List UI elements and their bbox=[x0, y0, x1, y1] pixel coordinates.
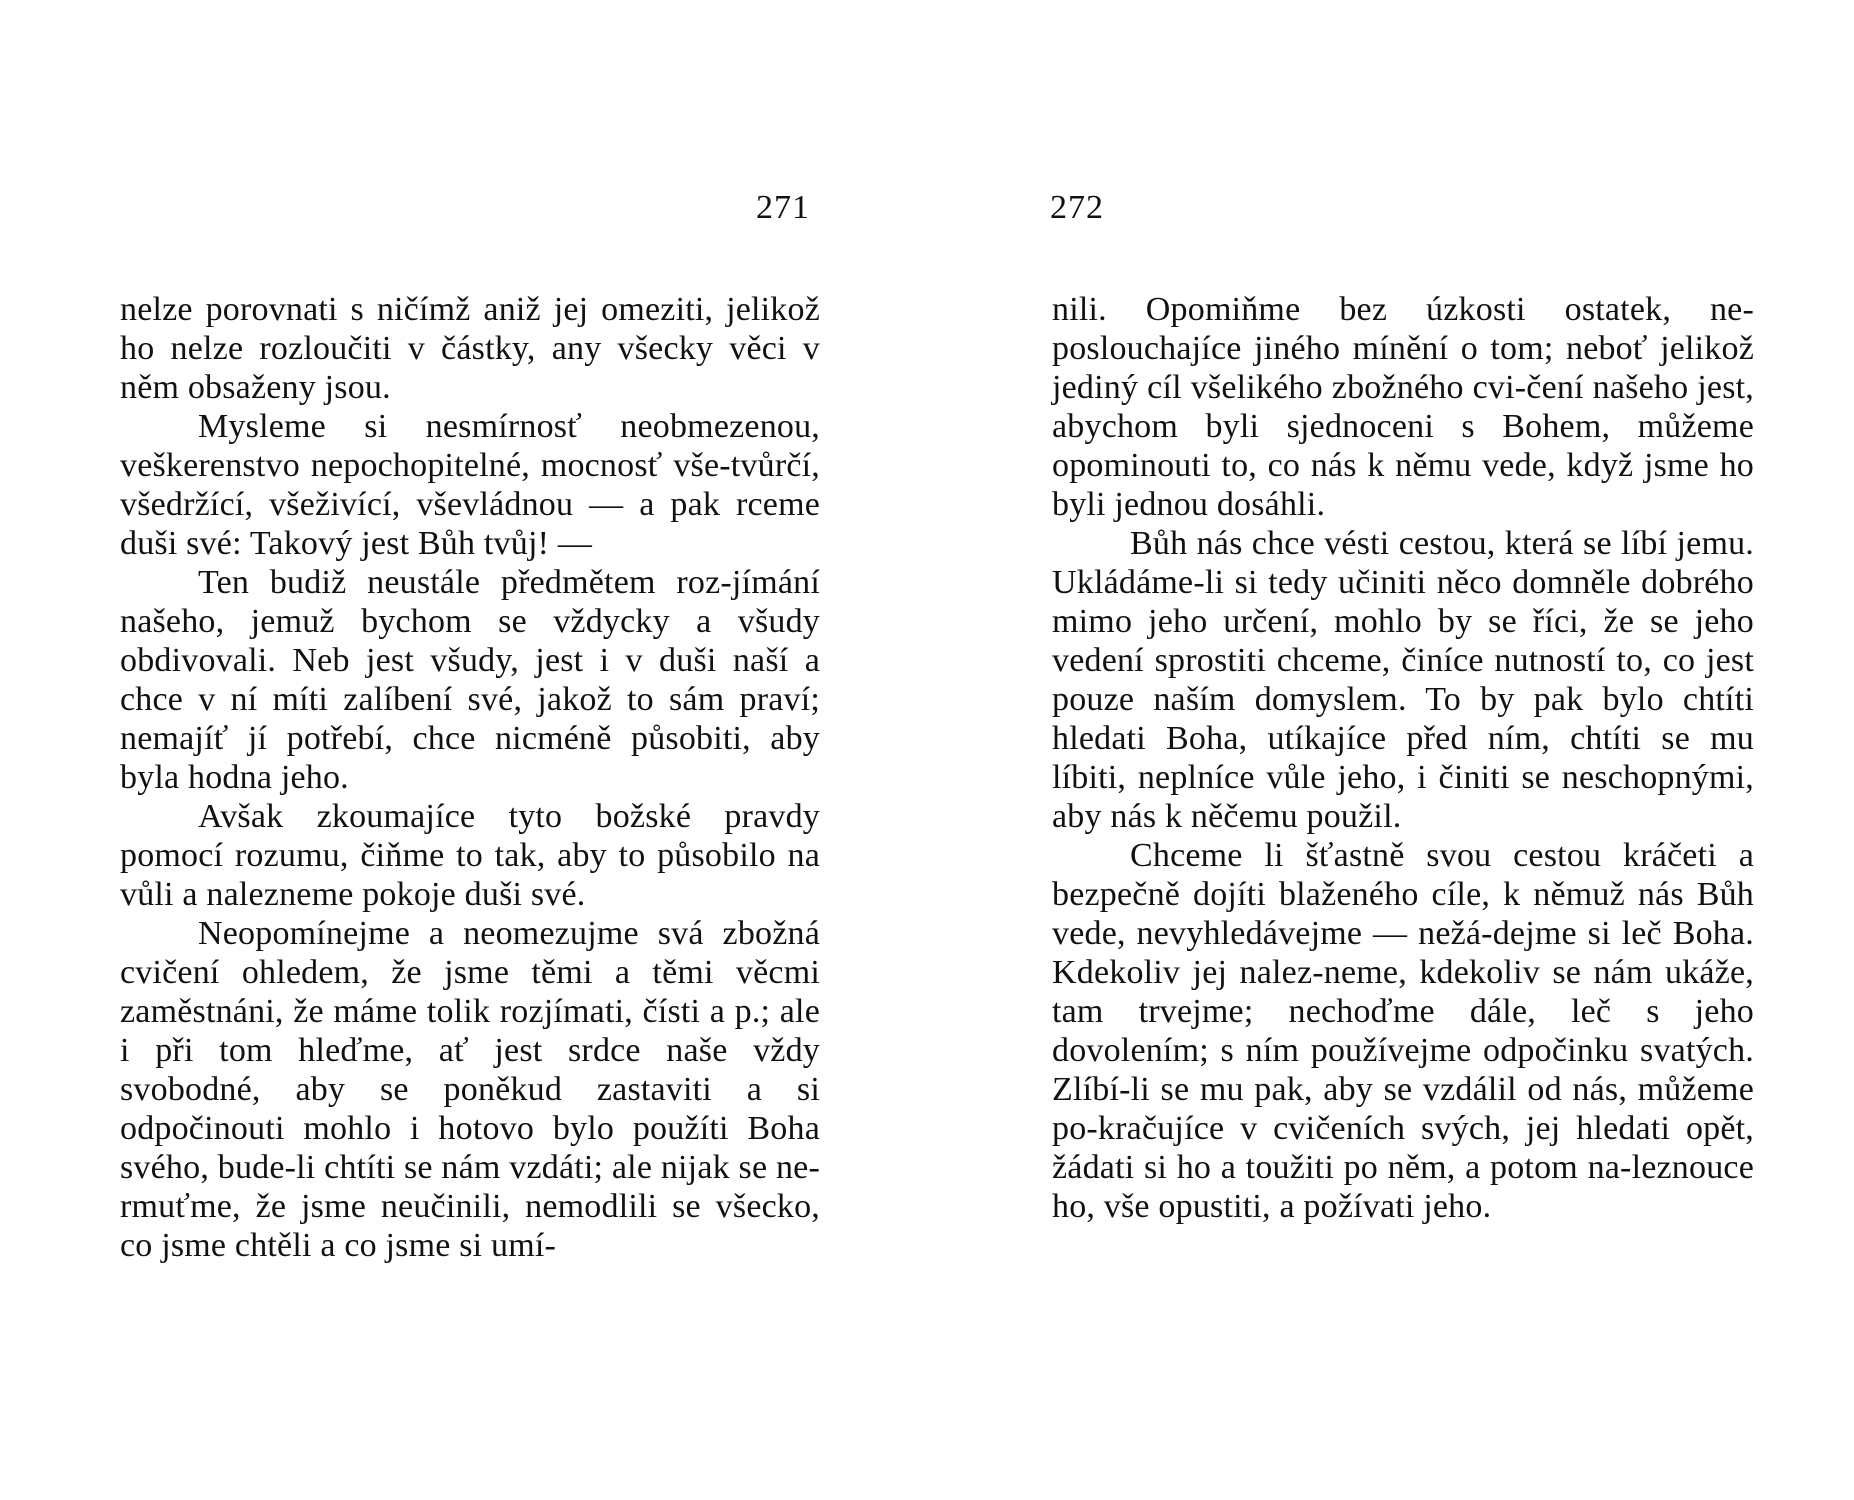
left-page-number: 271 bbox=[756, 189, 810, 226]
right-page-number: 272 bbox=[1050, 189, 1104, 226]
left-page-text bbox=[120, 290, 820, 1265]
paragraph: Avšak zkoumajíce tyto božské pravdy pomocí rozumu, čiňme to tak, aby to působilo na vůli a nalezneme pokoje duši své. bbox=[120, 798, 820, 913]
paragraph: Neopomínejme a neomezujme svá zbožná cvičení ohledem, že jsme těmi a těmi věcmi zaměstnáni, že máme tolik rozjímati, čísti a p.; ale i při tom hleďme, ať jest srdce naše vždy svobodné, aby se poněkud zastaviti a si odpočinouti mohlo i hotovo bylo použíti Boha svého, bude-li chtíti se nám vzdáti; ale nijak se ne-rmuťme, že jsme neučinili, nemodlili se všecko, co jsme chtěli a co jsme si umí- bbox=[120, 915, 820, 1264]
paragraph: nili. Opomiňme bez úzkosti ostatek, ne-poslouchajíce jiného mínění o tom; neboť jelikož jediný cíl všelikého zbožného cvi-čení našeho jest, abychom byli sjednoceni s Bohem, můžeme opominouti to, co nás k němu vede, když jsme ho byli jednou dosáhli. bbox=[1052, 291, 1754, 523]
right-page-text bbox=[1052, 290, 1754, 1226]
paragraph: Bůh nás chce vésti cestou, která se líbí jemu. Ukládáme-li si tedy učiniti něco domněle dobrého mimo jeho určení, mohlo by se říci, že se jeho vedení sprostiti chceme, činíce nutností to, co jest pouze naším domyslem. To by pak bylo chtíti hledati Boha, utíkajíce před ním, chtíti se mu líbiti, neplníce vůle jeho, i činiti se neschopnými, aby nás k něčemu použil. bbox=[1052, 525, 1754, 835]
paragraph: nelze porovnati s ničímž aniž jej omeziti, jelikož ho nelze rozloučiti v částky, any všecky věci v něm obsaženy jsou. bbox=[120, 291, 820, 406]
paragraph: Mysleme si nesmírnosť neobmezenou, veškerenstvo nepochopitelné, mocnosť vše-tvůrčí, všedržící, všeživící, vševládnou — a pak rceme duši své: Takový jest Bůh tvůj! — bbox=[120, 408, 820, 562]
paragraph: Chceme li šťastně svou cestou kráčeti a bezpečně dojíti blaženého cíle, k němuž nás Bůh vede, nevyhledávejme — nežá-dejme si leč Boha. Kdekoliv jej nalez-neme, kdekoliv se nám ukáže, tam trvejme; nechoďme dále, leč s jeho dovolením; s ním používejme odpočinku svatých. Zlíbí-li se mu pak, aby se vzdálil od nás, můžeme po-kračujíce v cvičeních svých, jej hledati opět, žádati si ho a toužiti po něm, a potom na-leznouce ho, vše opustiti, a požívati jeho. bbox=[1052, 837, 1754, 1225]
paragraph: Ten budiž neustále předmětem roz-jímání našeho, jemuž bychom se vždycky a všudy obdivovali. Neb jest všudy, jest i v duši naší a chce v ní míti zalíbení své, jakož to sám praví; nemajíť jí potřebí, chce nicméně působiti, aby byla hodna jeho. bbox=[120, 564, 820, 796]
